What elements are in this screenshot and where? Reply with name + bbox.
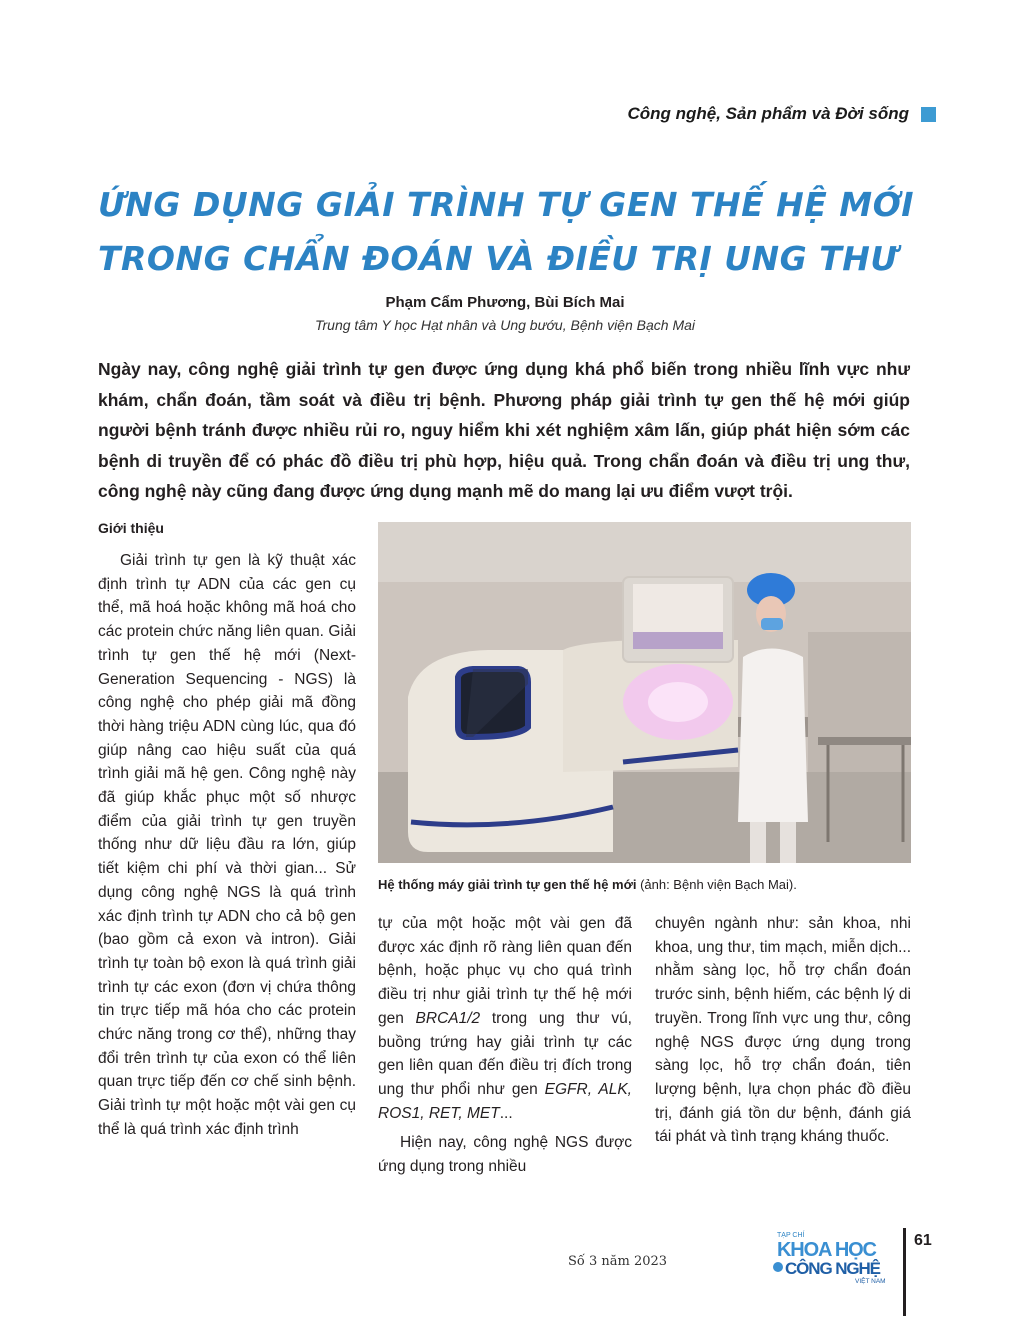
sequencer-photo bbox=[378, 522, 911, 863]
gene-list: EGFR, ALK, ROS1, RET, MET bbox=[378, 1080, 632, 1122]
section-square-icon bbox=[921, 107, 936, 122]
article-title bbox=[98, 178, 938, 286]
logo-line2: CÔNG NGHỆ bbox=[785, 1259, 881, 1278]
col2-text-part3: ... bbox=[499, 1104, 513, 1122]
page-number: 61 bbox=[914, 1232, 932, 1249]
footer-divider bbox=[903, 1228, 906, 1316]
logo-line3: VIỆT NAM bbox=[855, 1278, 886, 1285]
col2-paragraph-1 bbox=[378, 912, 632, 1125]
logo-dot-icon bbox=[773, 1262, 783, 1272]
col2-text-part1: tự của một hoặc một vài gen đã được xác định rõ ràng liên quan đến bệnh, hoặc phục vụ cho quá trình điều trị như giải trình tự thế hệ mới gen bbox=[378, 915, 632, 1027]
caption-rest: (ảnh: Bệnh viện Bạch Mai). bbox=[636, 877, 797, 892]
logo-line1: KHOA HỌC bbox=[777, 1239, 877, 1261]
affiliation: Trung tâm Y học Hạt nhân và Ung bướu, Bệnh viện Bạch Mai bbox=[315, 317, 695, 333]
col1-paragraph: Giải trình tự gen là kỹ thuật xác định trình tự ADN của các gen cụ thể, mã hoá hoặc không mã hoá cho các protein chức năng liên quan. Giải trình tự gen thế hệ mới (Next-Generation Sequencing - NGS) là công nghệ cho phép giải mã đồng thời hàng triệu ADN cùng lúc, qua đó giúp nâng cao hiệu suất của quá trình giải mã hệ gen. Công nghệ này đã giúp khắc phục một số nhược điểm của giải trình tự gen truyền thống như dữ liệu đầu ra lớn, giúp tiết kiệm chi phí và thời gian... Sử dụng công nghệ NGS là quá trình xác định trình tự ADN cho cả bộ gen (bao gồm cả exon và intron). Giải trình tự toàn bộ exon là quá trình giải trình tự các exon (đơn vị chứa thông tin trực tiếp mã hóa cho các protein chức năng trong cơ thể), những thay đổi trên trình tự của exon có thể liên quan trực tiếp đến cơ chế sinh bệnh. Giải trình tự một hoặc một vài gen cụ thể là quá trình xác định trình bbox=[98, 552, 356, 1138]
photo-caption bbox=[378, 877, 918, 892]
section-label-text: Công nghệ, Sản phẩm và Đời sống bbox=[627, 104, 909, 123]
article-title-line2: TRONG CHẨN ĐOÁN VÀ ĐIỀU TRỊ UNG THƯ bbox=[98, 239, 898, 278]
body-column-2 bbox=[378, 912, 632, 1179]
col3-paragraph: chuyên ngành như: sản khoa, nhi khoa, ung thư, tim mạch, miễn dịch... nhằm sàng lọc, hỗ trợ chẩn đoán trước sinh, bệnh hiếm, các bệnh lý di truyền. Trong lĩnh vực ung thư, công nghệ NGS được ứng dụng trong sàng lọc, hỗ trợ chẩn đoán, tiên lượng bệnh, lựa chọn phác đồ điều trị, đánh giá tồn dư bệnh, đánh giá tái phát và tình trạng kháng thuốc. bbox=[655, 915, 911, 1146]
logo-small-text: TẠP CHÍ bbox=[777, 1232, 805, 1239]
col2-text-part2: trong ung thư vú, buồng trứng hay giải trình tự các gen liên quan đến điều trị đích trong ung thư phổi như gen bbox=[378, 1009, 632, 1098]
col2-paragraph-2: Hiện nay, công nghệ NGS được ứng dụng trong nhiều bbox=[378, 1134, 632, 1176]
gene-brca: BRCA1/2 bbox=[415, 1009, 481, 1027]
article-title-line1: ỨNG DỤNG GIẢI TRÌNH TỰ GEN THẾ HỆ MỚI bbox=[98, 185, 914, 224]
authors: Phạm Cẩm Phương, Bùi Bích Mai bbox=[385, 294, 625, 311]
lead-paragraph: Ngày nay, công nghệ giải trình tự gen được ứng dụng khá phổ biến trong nhiều lĩnh vực như khám, chẩn đoán, tầm soát và điều trị bệnh. Phương pháp giải trình tự gen thế hệ mới giúp người bệnh tránh được nhiều rủi ro, nguy hiểm khi xét nghiệm xâm lấn, giúp phát hiện sớm các bệnh di truyền để có phác đồ điều trị phù hợp, hiệu quả. Trong chẩn đoán và điều trị ung thư, công nghệ này cũng đang được ứng dụng mạnh mẽ do mang lại ưu điểm vượt trội. bbox=[98, 359, 910, 501]
section-label bbox=[627, 104, 936, 124]
body-column-1 bbox=[98, 549, 356, 1142]
body-column-3 bbox=[655, 912, 911, 1149]
issue-number: Số 3 năm 2023 bbox=[568, 1254, 668, 1269]
section-heading: Giới thiệu bbox=[98, 520, 164, 536]
caption-bold: Hệ thống máy giải trình tự gen thế hệ mới bbox=[378, 877, 637, 892]
magazine-logo bbox=[771, 1228, 891, 1288]
